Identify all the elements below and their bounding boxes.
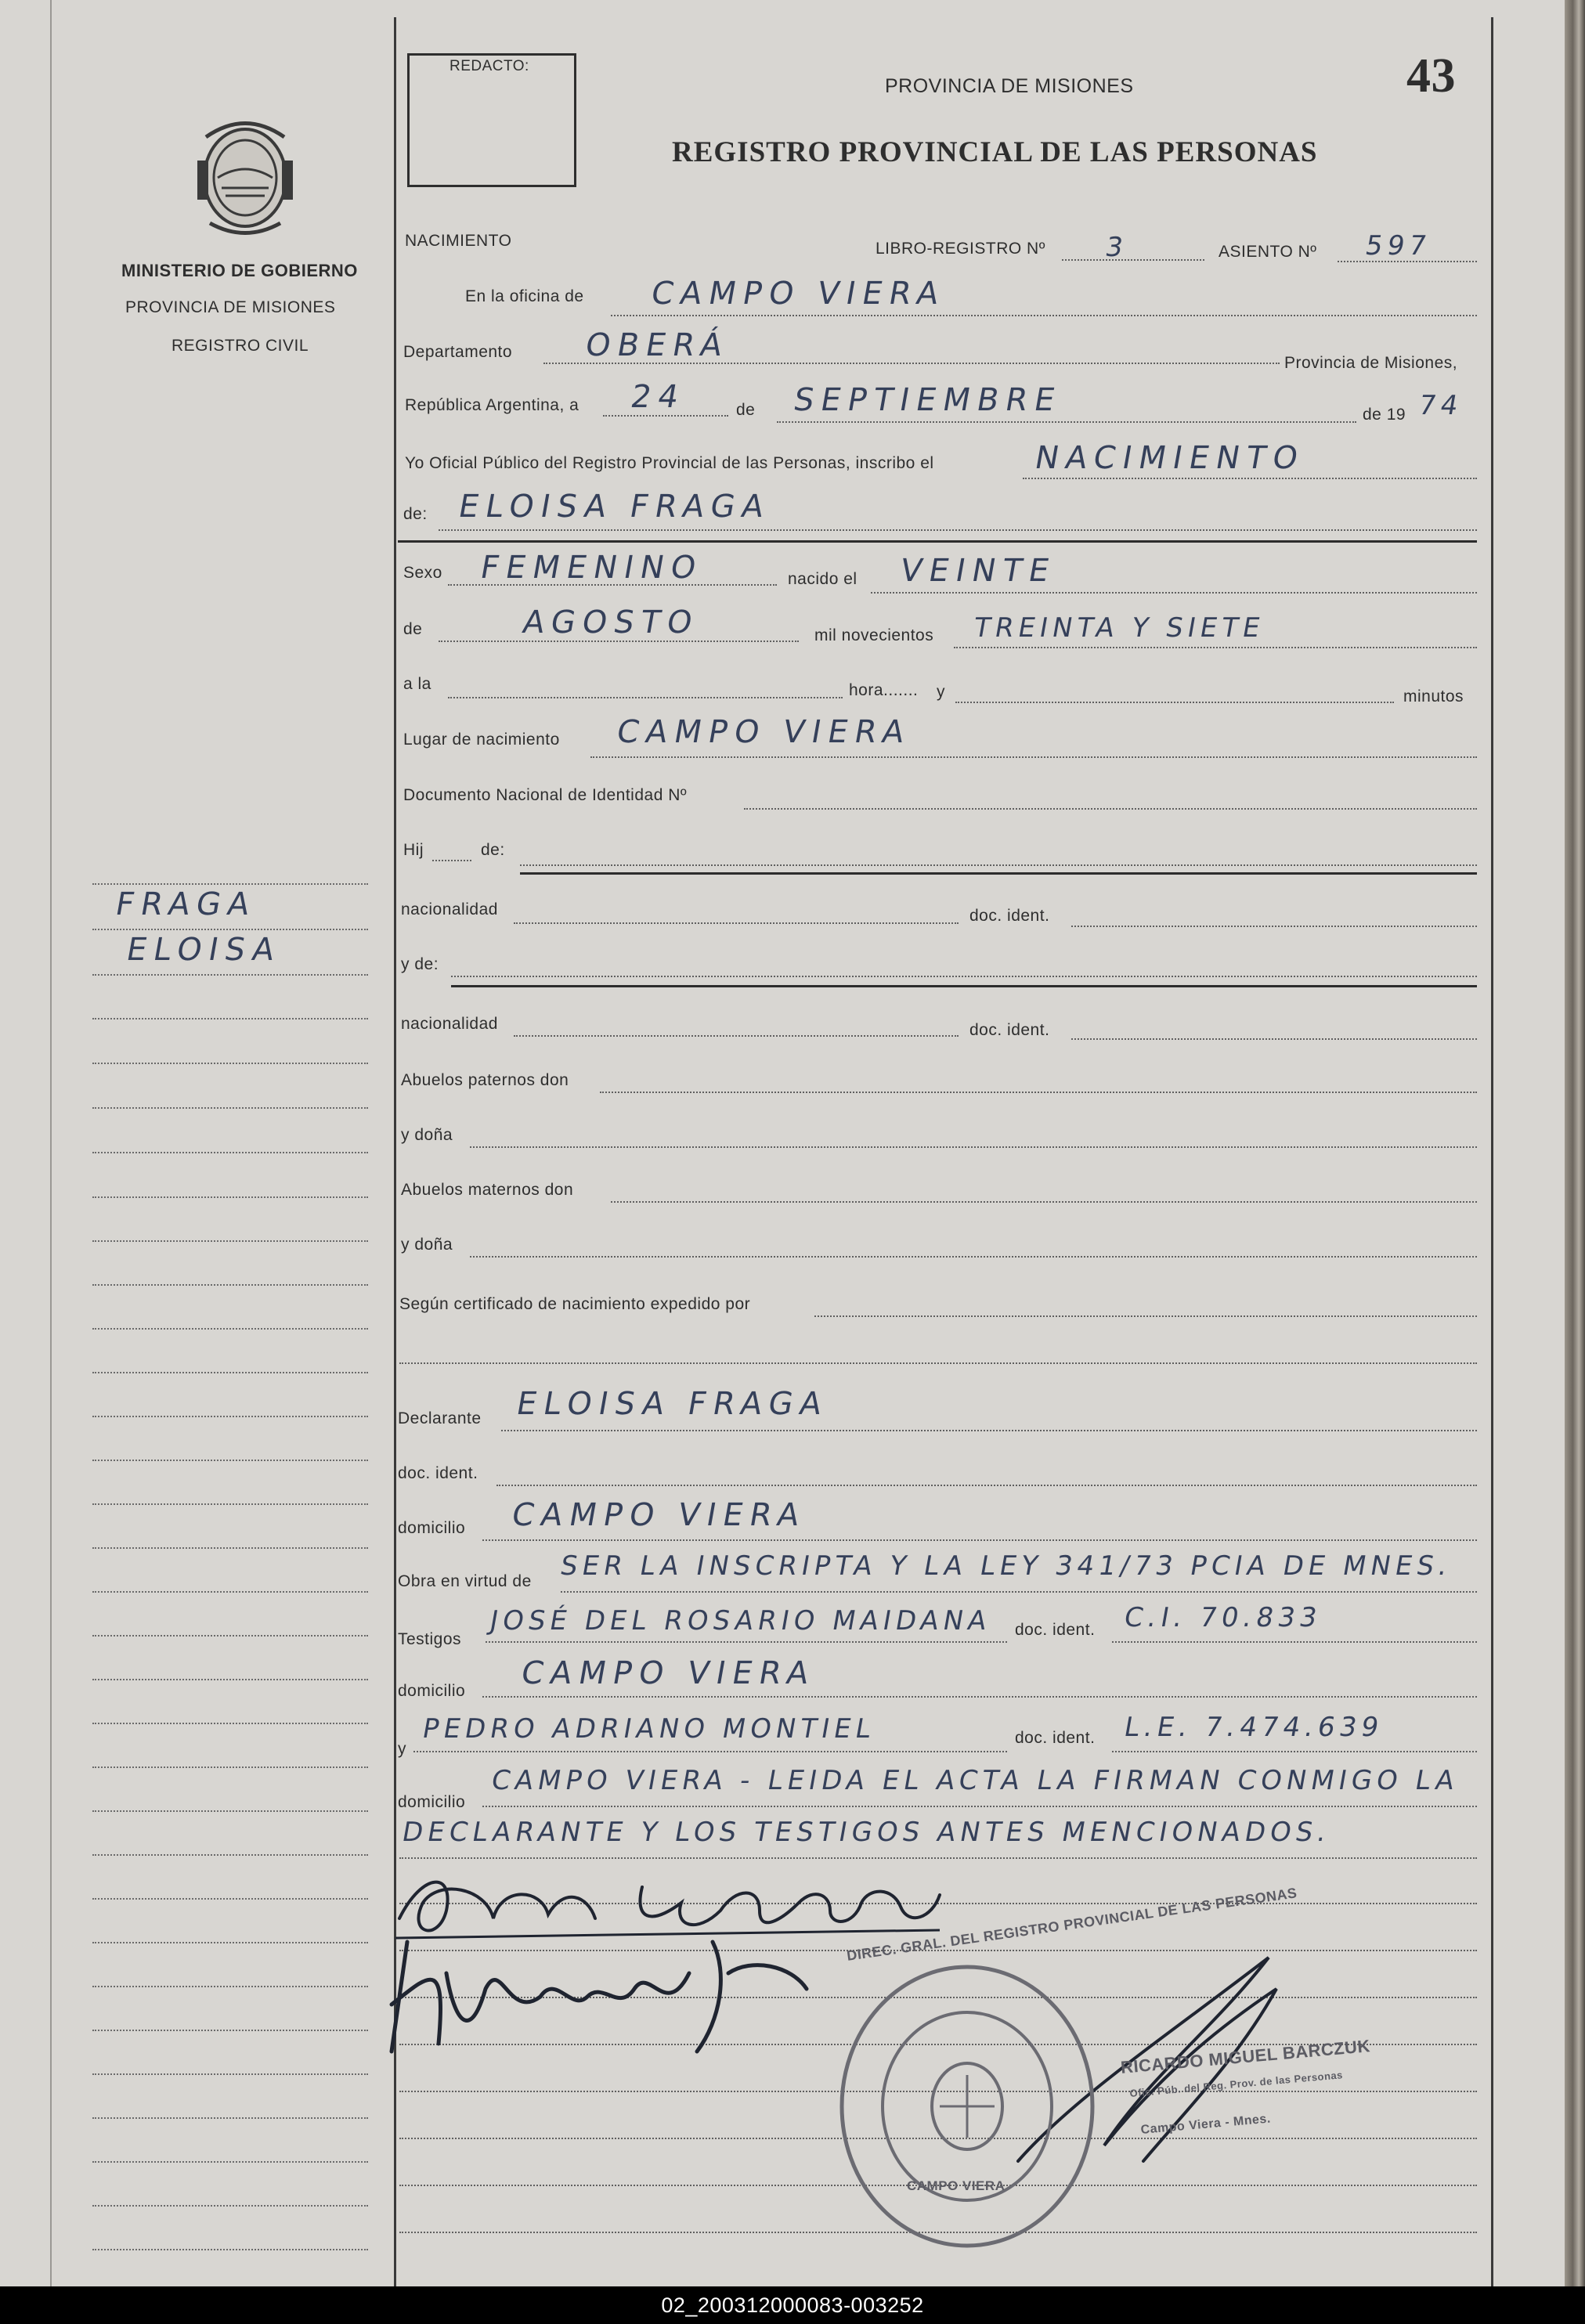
header-registry: REGISTRO PROVINCIAL DE LAS PERSONAS	[672, 136, 1318, 168]
label-departamento: Departamento	[403, 343, 513, 361]
value-mes: SEPTIEMBRE	[790, 382, 1065, 418]
label-doc-ident-testigo1: doc. ident.	[1015, 1621, 1096, 1639]
label-mil-novecientos: mil novecientos	[814, 626, 934, 644]
label-y: y	[937, 683, 945, 701]
officer-place: Campo Viera - Mnes.	[1140, 2112, 1272, 2137]
sidebar-ministry: MINISTERIO DE GOBIERNO	[121, 261, 358, 280]
label-hora: hora.......	[849, 681, 919, 699]
sidebar-registry: REGISTRO CIVIL	[171, 337, 309, 355]
nacionalidad-1-line	[514, 922, 959, 924]
lugar-line	[590, 756, 1477, 758]
label-a-la: a la	[403, 675, 431, 693]
label-nacionalidad-2: nacionalidad	[401, 1015, 498, 1033]
value-cierre: DECLARANTE Y LOS TESTIGOS ANTES MENCIONADOS.	[399, 1817, 1334, 1848]
sidebar-province: PROVINCIA DE MISIONES	[125, 298, 336, 316]
left-margin-rule	[50, 0, 52, 2286]
domicilio-declarante-line	[482, 1539, 1477, 1541]
value-declarante: ELOISA FRAGA	[513, 1386, 832, 1422]
abuelo-materno-line	[611, 1201, 1477, 1203]
section-rule-2	[520, 872, 1477, 875]
label-abuelos-paternos: Abuelos paternos don	[401, 1071, 569, 1089]
doc-ident-2-line	[1071, 1038, 1477, 1040]
value-lugar: CAMPO VIERA	[613, 714, 915, 750]
doc-ident-declarante-line	[496, 1485, 1477, 1486]
label-oficina: En la oficina de	[465, 287, 584, 305]
label-y-de: y de:	[401, 955, 439, 973]
margin-name: ELOISA	[123, 932, 284, 968]
label-lugar: Lugar de nacimiento	[403, 731, 560, 749]
testigo1-line	[486, 1641, 1007, 1643]
value-dia: 24	[627, 379, 688, 415]
section-rule-1	[398, 540, 1477, 543]
segun-line-1	[814, 1315, 1477, 1317]
official-seal-icon	[830, 1958, 1104, 2255]
label-domicilio-testigo1: domicilio	[398, 1682, 466, 1700]
nacionalidad-2-line	[514, 1035, 959, 1037]
signature-testigo-icon	[384, 1926, 854, 2083]
label-abuelos-maternos: Abuelos maternos don	[401, 1181, 574, 1199]
dni-line	[744, 808, 1477, 810]
obra-line	[561, 1591, 1477, 1593]
label-republica: República Argentina, a	[405, 396, 579, 414]
value-obra: SER LA INSCRIPTA Y LA LEY 341/73 PCIA DE MNES.	[558, 1550, 1455, 1582]
minutos-line	[955, 702, 1394, 703]
label-yo-oficial: Yo Oficial Público del Registro Provincial de las Personas, inscribo el	[405, 454, 934, 472]
label-de2: de	[403, 620, 423, 638]
seal-ring-text: DIREC. GRAL. DEL REGISTRO PROVINCIAL DE LAS PERSONAS	[846, 1885, 1298, 1964]
label-obra: Obra en virtud de	[398, 1572, 532, 1590]
segun-line-2	[399, 1362, 1477, 1364]
domicilio-testigo2-line	[482, 1806, 1477, 1807]
seal-center-text: CAMPO VIERA	[907, 2178, 1006, 2193]
label-doc-ident-declarante: doc. ident.	[398, 1464, 478, 1482]
testigo2-doc-line	[1112, 1751, 1477, 1752]
testigo2-line	[413, 1751, 1007, 1752]
label-asiento: ASIENTO Nº	[1219, 243, 1317, 261]
value-testigo1-doc: C.I. 70.833	[1121, 1602, 1324, 1633]
label-doc-ident-testigo2: doc. ident.	[1015, 1729, 1096, 1747]
value-nombre: ELOISA FRAGA	[455, 489, 774, 525]
value-nacido-anio: TREINTA Y SIETE	[971, 612, 1267, 644]
value-domicilio-declarante: CAMPO VIERA	[508, 1497, 810, 1533]
page-number: 43	[1406, 49, 1456, 103]
abuela-materna-line	[470, 1256, 1477, 1258]
libro-line	[1062, 259, 1204, 261]
abuela-paterna-line	[470, 1146, 1477, 1148]
label-domicilio-declarante: domicilio	[398, 1519, 466, 1537]
label-de-19: de 19	[1363, 406, 1406, 424]
acto-line	[1023, 478, 1477, 479]
label-doc-ident-2: doc. ident.	[969, 1021, 1050, 1039]
label-nacimiento: NACIMIENTO	[405, 232, 512, 250]
padre-line	[520, 864, 1477, 866]
value-nacido-dia: VEINTE	[897, 553, 1060, 589]
nacido-anio-line	[954, 647, 1477, 648]
label-sexo: Sexo	[403, 564, 442, 582]
label-de-colon: de:	[403, 505, 428, 523]
mes-line	[777, 421, 1356, 423]
hora-line	[448, 697, 843, 698]
nombre-line	[439, 529, 1477, 531]
label-y-dona-2: y doña	[401, 1236, 453, 1254]
label-segun: Según certificado de nacimiento expedido por	[399, 1295, 751, 1313]
label-dni: Documento Nacional de Identidad Nº	[403, 786, 688, 804]
page-edge	[1565, 0, 1585, 2286]
hij-line	[432, 860, 471, 861]
form-right-border	[1491, 17, 1493, 2286]
label-hij: Hij	[403, 841, 424, 859]
value-testigo1-dom: CAMPO VIERA	[518, 1655, 819, 1691]
officer-role: Ofic. Púb. del Reg. Prov. de las Personas	[1129, 2069, 1344, 2099]
label-declarante: Declarante	[398, 1409, 482, 1427]
value-asiento: 597	[1363, 230, 1434, 262]
madre-line	[451, 976, 1477, 977]
value-anio: 74	[1416, 390, 1465, 421]
value-sexo: FEMENINO	[477, 550, 706, 586]
testigo1-doc-line	[1112, 1641, 1477, 1643]
value-libro: 3	[1103, 232, 1131, 263]
label-testigos: Testigos	[398, 1630, 462, 1648]
label-libro: LIBRO-REGISTRO Nº	[876, 240, 1045, 258]
label-nacionalidad-1: nacionalidad	[401, 900, 498, 918]
nacido-dia-line	[871, 592, 1477, 594]
doc-ident-1-line	[1071, 926, 1477, 927]
value-acto: NACIMIENTO	[1031, 440, 1308, 476]
value-departamento: OBERÁ	[582, 327, 732, 363]
label-hij-de: de:	[481, 841, 505, 859]
dia-line	[603, 415, 728, 417]
label-doc-ident-1: doc. ident.	[969, 907, 1050, 925]
label-domicilio-testigo2: domicilio	[398, 1793, 466, 1811]
label-minutos: minutos	[1403, 687, 1464, 706]
value-testigo1: JOSÉ DEL ROSARIO MAIDANA	[487, 1605, 994, 1637]
document-id-footer: 02_200312000083-003252	[0, 2286, 1585, 2324]
value-testigo2-doc: L.E. 7.474.639	[1121, 1712, 1386, 1743]
officer-name: RICARDO MIGUEL BARCZUK	[1120, 2036, 1371, 2077]
value-nacido-mes: AGOSTO	[519, 604, 702, 641]
value-testigo2-dom: CAMPO VIERA - LEIDA EL ACTA LA FIRMAN CONMIGO LA	[489, 1765, 1462, 1796]
label-nacido-el: nacido el	[788, 570, 857, 588]
redacto-label: REDACTO:	[450, 58, 529, 74]
label-y-testigo2: y	[398, 1740, 406, 1758]
header-province: PROVINCIA DE MISIONES	[885, 75, 1134, 97]
declarante-line	[501, 1430, 1477, 1431]
label-de: de	[736, 401, 756, 419]
margin-surname: FRAGA	[112, 886, 260, 922]
value-testigo2: PEDRO ADRIANO MONTIEL	[420, 1713, 878, 1745]
label-provincia: Provincia de Misiones,	[1284, 354, 1458, 372]
value-oficina: CAMPO VIERA	[648, 276, 949, 312]
coat-of-arms-icon	[186, 114, 304, 239]
abuelo-paterno-line	[600, 1092, 1477, 1093]
label-y-dona-1: y doña	[401, 1126, 453, 1144]
oficina-line	[611, 315, 1477, 316]
section-rule-3	[451, 985, 1477, 987]
domicilio-testigo1-line	[482, 1696, 1477, 1698]
nacido-mes-line	[439, 641, 799, 642]
